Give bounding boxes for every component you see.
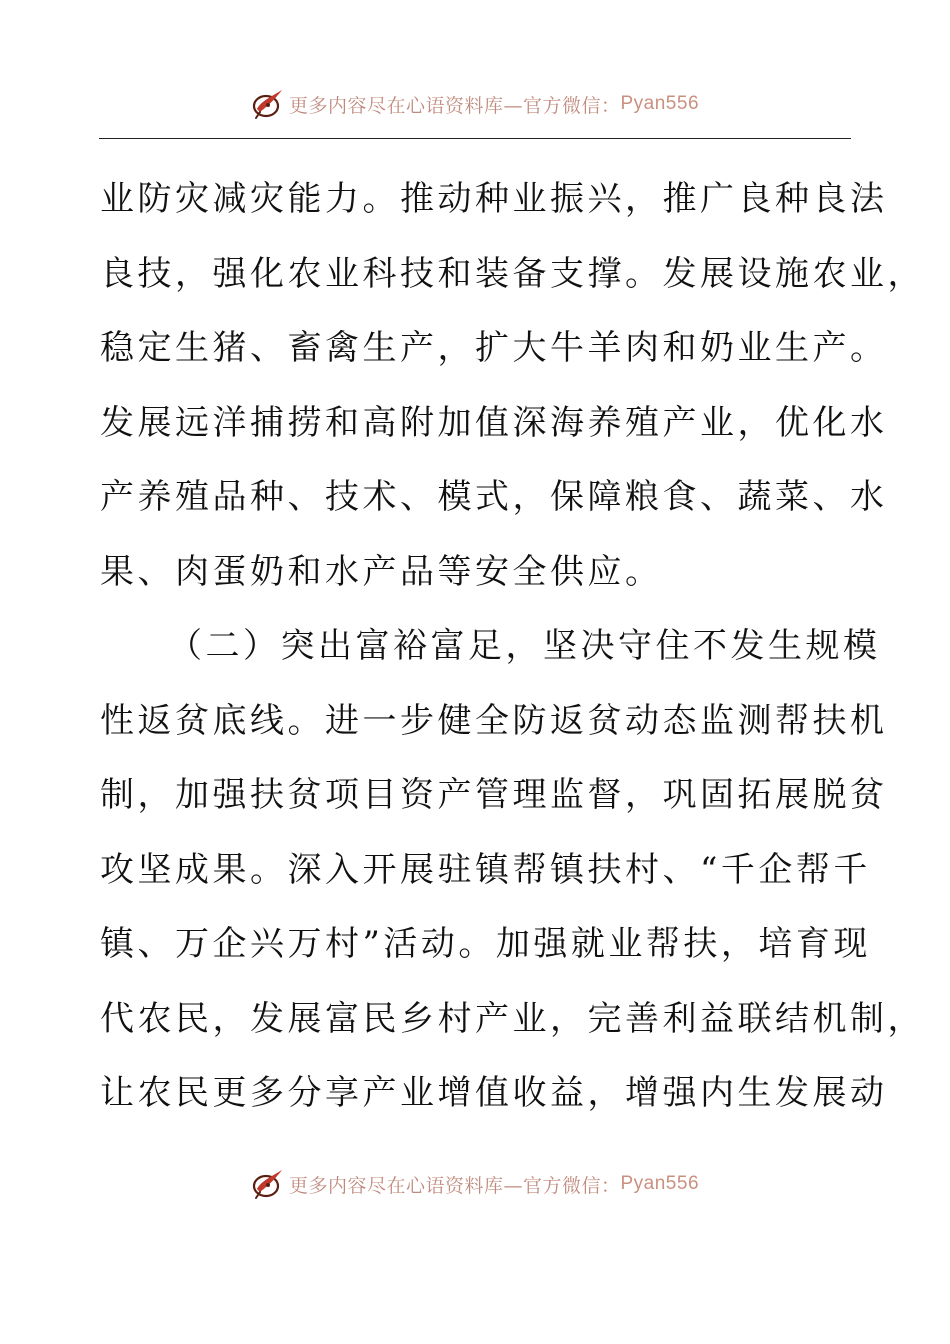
watermark-handle: Pyan556 bbox=[620, 93, 700, 114]
watermark-text: 更多内容尽在心语资料库—官方微信： bbox=[288, 1174, 621, 1197]
body-line-10: 攻坚成果。深入开展驻镇帮镇扶村、“千企帮千 bbox=[100, 849, 871, 890]
body-line-11: 镇、万企兴万村”活动。加强就业帮扶，培育现 bbox=[100, 924, 871, 964]
body-line-2: 良技，强化农业科技和装备支撑。发展设施农业， bbox=[100, 253, 925, 294]
body-line-3: 稳定生猪、畜禽生产，扩大牛羊肉和奶业生产。 bbox=[100, 328, 888, 368]
watermark-footer bbox=[0, 1164, 950, 1204]
watermark-handle: Pyan556 bbox=[620, 1173, 700, 1194]
document-body bbox=[100, 162, 925, 1131]
body-line-13: 让农民更多分享产业增值收益，增强内生发展动 bbox=[100, 1073, 888, 1113]
body-line-9: 制，加强扶贫项目资产管理监督，巩固拓展脱贫 bbox=[100, 775, 888, 815]
body-line-5: 产养殖品种、技术、模式，保障粮食、蔬菜、水 bbox=[100, 477, 888, 517]
section-heading-line: （二）突出富裕富足，坚决守住不发生规模 bbox=[168, 626, 881, 666]
body-line-6: 果、肉蛋奶和水产品等安全供应。 bbox=[100, 551, 663, 592]
quill-logo-icon bbox=[251, 87, 285, 121]
watermark-text: 更多内容尽在心语资料库—官方微信： bbox=[288, 94, 621, 117]
watermark-header bbox=[0, 84, 950, 124]
body-line-1: 业防灾减灾能力。推动种业振兴，推广良种良法 bbox=[100, 179, 888, 219]
quill-logo-icon bbox=[251, 1167, 285, 1201]
body-line-12: 代农民，发展富民乡村产业，完善利益联结机制， bbox=[100, 998, 925, 1039]
body-line-8: 性返贫底线。进一步健全防返贫动态监测帮扶机 bbox=[100, 700, 888, 741]
header-divider bbox=[99, 138, 851, 139]
body-line-4: 发展远洋捕捞和高附加值深海养殖产业，优化水 bbox=[100, 402, 888, 443]
